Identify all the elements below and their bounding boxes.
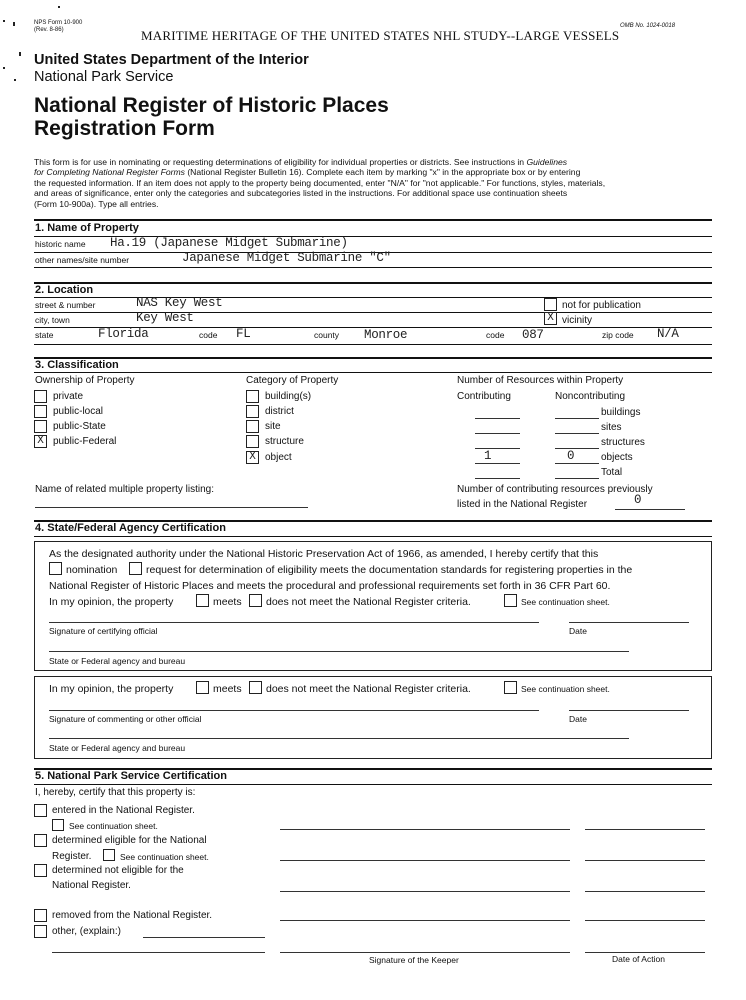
contributing-buildings-blank[interactable] [475,418,520,419]
related-listing-label: Name of related multiple property listing: [35,484,214,495]
entered-label: entered in the National Register. [52,805,195,816]
section-1-heading: 1. Name of Property [35,222,139,234]
commenting-signature-label: Signature of commenting or other official [49,714,202,724]
commenting-agency-line[interactable] [49,738,629,739]
certifying-date-label: Date [569,626,587,636]
category-structure-checkbox[interactable] [246,435,259,448]
determined-eligible-checkbox[interactable] [34,834,47,847]
county-code-label: code [486,330,505,340]
entered-continuation-checkbox[interactable] [52,819,64,831]
page-title [34,94,389,140]
ownership-private-label: private [53,391,84,402]
commenting-date-label: Date [569,714,587,724]
field-rule [34,344,712,345]
scan-mark [3,67,5,69]
nomination-checkbox[interactable] [49,562,62,575]
see-continuation-label: See continuation sheet. [521,597,610,607]
resource-label-buildings: buildings [601,407,641,418]
noncontributing-objects-value[interactable]: 0 [567,449,575,463]
section-3-heading: 3. Classification [35,359,119,371]
scan-mark [14,79,16,81]
title-line-2: Registration Form [34,117,215,140]
does-not-meet-checkbox[interactable] [249,594,262,607]
zip-field[interactable]: N/A [657,327,679,341]
not-for-publication-label: not for publication [562,300,641,311]
section-rule [34,357,712,359]
study-title: MARITIME HERITAGE OF THE UNITED STATES NHL STUDY--LARGE VESSELS [141,28,620,43]
not-eligible-signature-line[interactable] [280,891,570,892]
entered-checkbox[interactable] [34,804,47,817]
state-code-label: code [199,330,218,340]
cert-line-1: As the designated authority under the National Historic Preservation Act of 1966, as amended, I hereby certify that this [49,548,599,560]
category-structure-label: structure [265,436,304,447]
keeper-signature-line[interactable] [280,952,570,953]
scan-mark [13,22,15,26]
does-not-meet-label: does not meet the National Register criteria. [266,596,471,608]
resource-label-sites: sites [601,422,622,433]
omb-number: OMB No. 1024-0018 [620,23,676,29]
form-revision: (Rev. 8-86) [34,27,64,33]
noncontributing-buildings-blank[interactable] [555,418,599,419]
agency-name: National Park Service [34,69,174,85]
ownership-public-local-checkbox[interactable] [34,405,47,418]
other-explain-line[interactable] [143,937,265,938]
section-5-heading: 5. National Park Service Certification [35,770,227,782]
related-listing-blank[interactable] [35,507,308,508]
does-not-meet-label-2: does not meet the National Register criteria. [266,683,471,695]
previously-listed-line-2: listed in the National Register [457,499,588,510]
contributing-objects-value[interactable]: 1 [484,449,492,463]
previously-listed-value[interactable]: 0 [634,493,642,507]
instructions: This form is for use in nominating or requesting determinations of eligibility for individual properties or districts. See instructions in Guidelines for Completing National Register Forms (National Register Bulletin 16). Complete each item by marking "x" in the appropriate box or by entering the requested information. If an item does not apply to the property being documented, enter "N/A" for "not applicable." For functions, styles, materials, and areas of significance, enter only the categories and subcategories listed in the instructions. For additional space use continuation sheets (Form 10-900a). Type all entries. [34,157,606,209]
state-code-field[interactable]: FL [236,327,251,341]
not-eligible-date-line[interactable] [585,891,705,892]
category-district-checkbox[interactable] [246,405,259,418]
category-buildings-checkbox[interactable] [246,390,259,403]
category-site-checkbox[interactable] [246,420,259,433]
certifying-date-line[interactable] [569,622,689,623]
other-checkbox[interactable] [34,925,47,938]
ownership-heading: Ownership of Property [35,375,135,386]
category-heading: Category of Property [246,375,339,386]
resource-label-structures: structures [601,437,645,448]
previously-listed-line-1: Number of contributing resources previously [457,484,653,495]
see-continuation-checkbox-2[interactable] [504,681,517,694]
eligible-continuation-checkbox[interactable] [103,849,115,861]
noncontributing-objects-blank [555,463,599,464]
category-buildings-label: building(s) [265,391,312,402]
contributing-label: Contributing [457,391,511,402]
not-eligible-label-1: determined not eligible for the [52,865,184,876]
entered-date-line[interactable] [585,829,705,830]
resource-label-total: Total [601,467,623,478]
contributing-structures-blank[interactable] [475,448,520,449]
see-continuation-label-2: See continuation sheet. [521,684,610,694]
noncontributing-total-blank[interactable] [555,478,599,479]
certifying-agency-label: State or Federal agency and bureau [49,656,186,666]
contributing-objects-blank [475,463,520,464]
section-4-heading: 4. State/Federal Agency Certification [35,522,226,534]
form-number: NPS Form 10-900 [34,20,83,26]
vicinity-checkbox[interactable]: X [544,312,557,325]
removed-date-line[interactable] [585,920,705,921]
scan-mark [58,6,60,8]
request-determination-checkbox[interactable] [129,562,142,575]
meets-label: meets [213,596,242,608]
other-label: other, (explain:) [52,926,121,937]
section-2-heading: 2. Location [35,284,94,296]
eligible-signature-line[interactable] [280,860,570,861]
certifying-signature-label: Signature of certifying official [49,626,158,636]
not-eligible-label-2: National Register. [52,880,131,891]
entered-signature-line[interactable] [280,829,570,830]
nps-cert-intro: I, hereby, certify that this property is: [35,787,196,798]
resource-label-objects: objects [601,452,633,463]
removed-checkbox[interactable] [34,909,47,922]
action-date-label: Date of Action [612,954,665,964]
state-label: state [35,330,54,340]
street-field[interactable]: NAS Key West [136,296,223,310]
opinion-prefix-2: In my opinion, the property [49,683,174,695]
not-for-publication-checkbox[interactable] [544,298,557,311]
opinion-prefix: In my opinion, the property [49,596,174,608]
state-field[interactable]: Florida [98,327,149,341]
previously-listed-blank [615,509,685,510]
field-rule [34,267,712,268]
noncontributing-label: Noncontributing [555,391,626,402]
ownership-private-checkbox[interactable] [34,390,47,403]
other-names-label: other names/site number [35,255,130,265]
meets-checkbox[interactable] [196,594,209,607]
zip-label: zip code [602,330,634,340]
historic-name-field[interactable]: Ha.19 (Japanese Midget Submarine) [110,236,348,250]
category-district-label: district [265,406,294,417]
category-object-checkbox[interactable]: X [246,451,259,464]
category-site-label: site [265,421,281,432]
meets-checkbox-2[interactable] [196,681,209,694]
request-determination-label: request for determination of eligibility meets the documentation standards for registering properties in the [146,564,633,576]
agency-certification-box [34,541,712,671]
commenting-agency-label: State or Federal agency and bureau [49,743,186,753]
entered-continuation-label: See continuation sheet. [69,821,158,831]
commenting-official-box [34,676,712,759]
certifying-signature-line[interactable] [49,622,539,623]
removed-signature-line[interactable] [280,920,570,921]
resources-heading: Number of Resources within Property [457,375,624,386]
historic-name-label: historic name [35,239,86,249]
cert-line-3: National Register of Historic Places and meets the procedural and professional requirements set forth in 36 CFR Part 60. [49,580,611,592]
section-rule [34,282,712,284]
section-rule [34,784,712,785]
city-label: city, town [35,315,70,325]
not-eligible-checkbox[interactable] [34,864,47,877]
department-name: United States Department of the Interior [34,52,309,68]
commenting-date-line[interactable] [569,710,689,711]
other-names-field[interactable]: Japanese Midget Submarine "C" [182,251,391,265]
ownership-public-local-label: public-local [53,406,104,417]
section-rule [34,536,712,537]
city-field[interactable]: Key West [136,311,194,325]
other-explain-line-2[interactable] [52,952,265,953]
noncontributing-sites-blank[interactable] [555,433,599,434]
action-date-line[interactable] [585,952,705,953]
county-label: county [314,330,340,340]
noncontributing-structures-blank[interactable] [555,448,599,449]
nomination-label: nomination [66,564,118,576]
street-label: street & number [35,300,96,310]
section-rule [34,372,712,373]
determined-eligible-label-1: determined eligible for the National [52,835,207,846]
scan-mark [3,20,5,22]
scan-mark [19,52,21,56]
category-object-label: object [265,452,292,463]
contributing-sites-blank[interactable] [475,433,520,434]
ownership-public-state-checkbox[interactable] [34,420,47,433]
ownership-public-state-label: public-State [53,421,106,432]
vicinity-label: vicinity [562,315,593,326]
county-field[interactable]: Monroe [364,328,408,342]
keeper-signature-label: Signature of the Keeper [369,955,459,965]
meets-label-2: meets [213,683,242,695]
section-rule [34,219,712,221]
see-continuation-checkbox[interactable] [504,594,517,607]
does-not-meet-checkbox-2[interactable] [249,681,262,694]
ownership-public-federal-label: public-Federal [53,436,117,447]
county-code-field[interactable]: 087 [522,328,544,342]
removed-label: removed from the National Register. [52,910,213,921]
commenting-signature-line[interactable] [49,710,539,711]
title-line-1: National Register of Historic Places [34,94,389,117]
certifying-agency-line[interactable] [49,651,629,652]
ownership-public-federal-checkbox[interactable]: X [34,435,47,448]
eligible-date-line[interactable] [585,860,705,861]
eligible-continuation-label: See continuation sheet. [120,852,209,862]
contributing-total-blank[interactable] [475,478,520,479]
determined-eligible-label-2: Register. [52,851,92,862]
